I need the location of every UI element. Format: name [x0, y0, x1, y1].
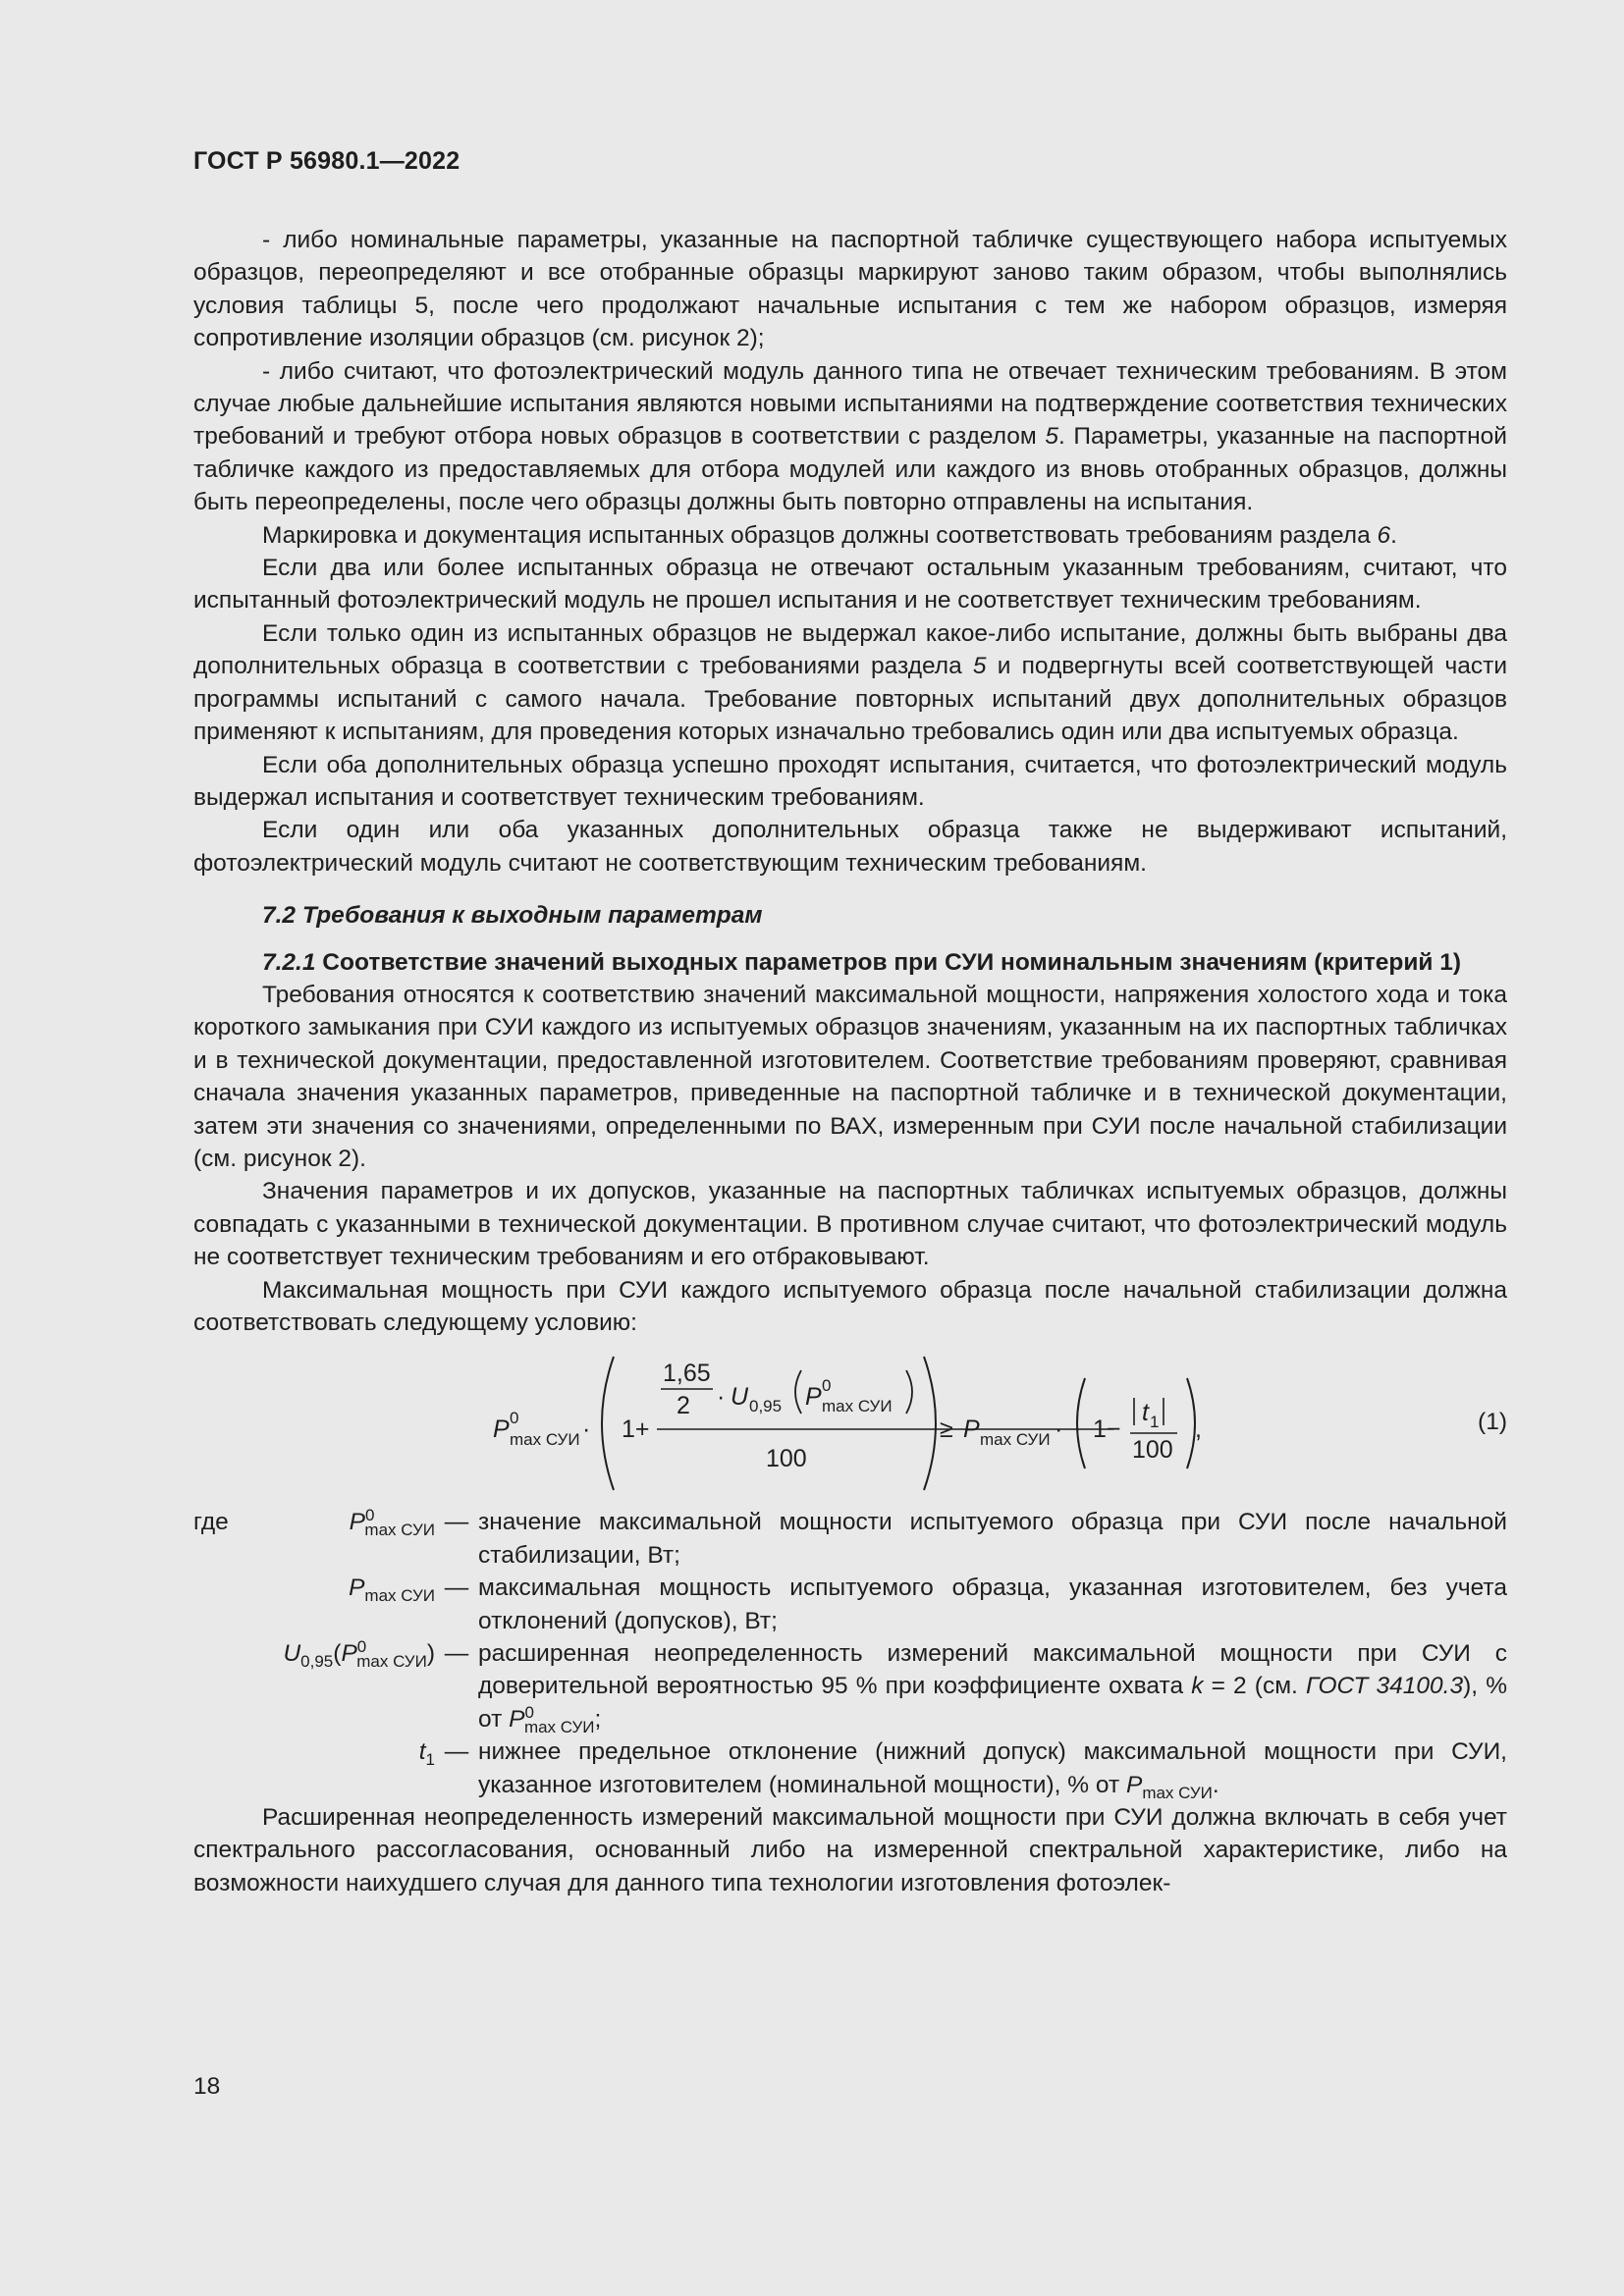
definition-item [193, 1506, 1507, 1572]
standard-reference: ГОСТ 34100.3 [1305, 1673, 1464, 1700]
formula-1 [193, 1349, 1507, 1496]
definition-dash: — [444, 1509, 469, 1536]
formula-dot: · [1055, 1415, 1063, 1444]
paragraph: Максимальная мощность при СУИ каждого испытуемого образца после начальной стабилизации должна соответствовать следующему условию: [193, 1276, 1507, 1336]
formula-rhs-symbol: P [963, 1415, 980, 1444]
formula-t-symbol: t [1142, 1399, 1149, 1427]
definition-item [193, 1735, 1507, 1801]
formula-graphic [488, 1349, 1401, 1496]
document-header: ГОСТ Р 56980.1—2022 [193, 147, 460, 175]
formula-lhs-sup: 0 [510, 1409, 519, 1428]
definition-text: максимальная мощность испытуемого образца, указанная изготовителем, без учета отклонений (допусков), Вт; [478, 1575, 1507, 1634]
paragraph: - либо считают, что фотоэлектрический модуль данного типа не отвечает техническим требованиям. В этом случае любые дальнейшие испытания являются новыми испытаниями на подтверждение соответствия технических требований и требуют отбора новых образцов в соответствии с разделом 5. Параметры, указанные на паспортной табличке каждого из предоставляемых для отбора модулей или каждого из вновь отобранных образцов, должны быть переопределены, после чего образцы должны быть повторно отправлены на испытания. [193, 357, 1507, 516]
section-heading-7-2-1 [193, 946, 1507, 979]
formula-lhs-sub: max СУИ [510, 1430, 580, 1450]
definitions-lead: где [193, 1509, 229, 1536]
inner-right-paren [906, 1370, 912, 1414]
definition-item [193, 1572, 1507, 1637]
page-number: 18 [193, 2073, 221, 2100]
subsection-title: 7.2.1 Соответствие значений выходных параметров при СУИ номинальным значениям (критерий 1) [262, 948, 1462, 976]
paragraph: - либо номинальные параметры, указанные на паспортной табличке существующего набора испытуемых образцов, переопределяют и все отобранные образцы маркируют заново таким образом, чтобы выполнялись условия таблицы 5, после чего продолжают начальные испытания с тем же набором образцов, измеряя сопротивление изоляции образцов (см. рисунок 2); [193, 227, 1507, 352]
formula-ge: ≥ [940, 1415, 953, 1444]
rhs-right-paren [1187, 1378, 1195, 1468]
paragraph: Маркировка и документация испытанных образцов должны соответствовать требованиям раздела 6. [262, 521, 1397, 549]
right-paren [924, 1357, 936, 1490]
definition-item [193, 1637, 1507, 1735]
definition-text: значение максимальной мощности испытуемого образца при СУИ после начальной стабилизации, Вт; [478, 1509, 1507, 1569]
formula-one-minus: 1− [1093, 1415, 1121, 1444]
section-reference: 5 [1045, 423, 1058, 451]
formula-t-sub: 1 [1150, 1413, 1160, 1432]
section-title: 7.2 Требования к выходным параметрам [262, 902, 763, 930]
equation-number: (1) [1478, 1409, 1507, 1436]
formula-definitions [193, 1506, 1507, 1801]
section-reference: 5 [972, 653, 987, 680]
definition-dash: — [444, 1640, 469, 1668]
formula-lhs-symbol: P [493, 1415, 510, 1444]
definition-symbol: $P_{max СУИ}$ [349, 1575, 435, 1606]
formula-inner-sup: 0 [822, 1376, 832, 1396]
main-denominator: 100 [766, 1445, 807, 1473]
definition-text: расширенная неопределенность измерений максимальной мощности при СУИ с доверительной вероятностью 95 % при коэффициенте охвата k = 2 (см. ГОСТ 34100.3), % от $P^0_{max СУИ}$; [478, 1640, 1507, 1736]
formula-u-sub: 0,95 [749, 1397, 783, 1416]
formula-one-plus: 1+ [622, 1415, 650, 1444]
formula-dot: · [582, 1415, 591, 1444]
definition-dash: — [444, 1738, 469, 1766]
coef-denominator: 2 [677, 1392, 690, 1420]
inner-left-paren [795, 1370, 801, 1414]
paragraph: Если два или более испытанных образца не отвечают остальным указанным требованиям, считают, что испытанный фотоэлектрический модуль не прошел испытания и не соответствует техническим требованиям. [193, 555, 1507, 614]
definition-dash: — [444, 1575, 469, 1602]
definition-text: нижнее предельное отклонение (нижний допуск) максимальной мощности при СУИ, указанное изготовителем (номинальной мощности), % от $P_{max СУИ}$. [478, 1738, 1507, 1802]
section-heading-7-2 [193, 899, 1507, 932]
paragraph: Если один или оба указанных дополнительных образца также не выдерживают испытаний, фотоэлектрический модуль считают не соответствующим техническим требованиям. [193, 817, 1507, 877]
rhs-left-paren [1077, 1378, 1085, 1468]
paragraph: Расширенная неопределенность измерений максимальной мощности при СУИ должна включать в себя учет спектрального рассогласования, основанный либо на измеренной спектральной характеристике, либо на возможности наихудшего случая для данного типа технологии изготовления фотоэлек- [193, 1804, 1507, 1896]
formula-u-symbol: U [731, 1383, 749, 1412]
definition-symbol: $t_1$ [418, 1738, 435, 1770]
section-reference: 6 [1377, 521, 1391, 549]
left-paren [602, 1357, 614, 1490]
formula-rhs-sub: max СУИ [980, 1430, 1051, 1450]
paragraph: Если оба дополнительных образца успешно проходят испытания, считается, что фотоэлектрический модуль выдержал испытания и соответствует техническим требованиям. [193, 751, 1507, 811]
definition-symbol: $U_{0,95}(P^0_{max СУИ})$ [283, 1636, 435, 1671]
formula-dot: · [717, 1383, 726, 1412]
coef-numerator: 1,65 [663, 1360, 711, 1388]
formula-comma: , [1195, 1415, 1202, 1444]
body-text [193, 224, 1507, 1899]
formula-inner-sub: max СУИ [822, 1397, 893, 1416]
paragraph: Требования относятся к соответствию значений максимальной мощности, напряжения холостого хода и тока короткого замыкания при СУИ каждого из испытуемых образцов значениям, указанным на их паспортных табличках и в технической документации, предоставленной изготовителем. Соответствие требованиям проверяют, сравнивая сначала значения указанных параметров, приведенные на паспортной табличке и в технической документации, затем эти значения со значениями, определенными по ВАХ, измеренным при СУИ после начальной стабилизации (см. рисунок 2). [193, 981, 1507, 1172]
rhs-denominator: 100 [1132, 1436, 1173, 1465]
definition-symbol: $P^0_{max СУИ}$ [349, 1506, 435, 1540]
formula-inner-symbol: P [805, 1383, 822, 1412]
paragraph: Если только один из испытанных образцов не выдержал какое-либо испытание, должны быть выбраны два дополнительных образца в соответствии с требованиями раздела 5 и подвергнуты всей соответствующей части программы испытаний с самого начала. Требование повторных испытаний двух дополнительных образцов применяют к испытаниям, для проведения которых изначально требовались один или два испытуемых образца. [193, 619, 1507, 746]
paragraph: Значения параметров и их допусков, указанные на паспортных табличках испытуемых образцов, должны совпадать с указанными в технической документации. В противном случае считают, что фотоэлектрический модуль не соответствует техническим требованиям и его отбраковывают. [193, 1178, 1507, 1271]
